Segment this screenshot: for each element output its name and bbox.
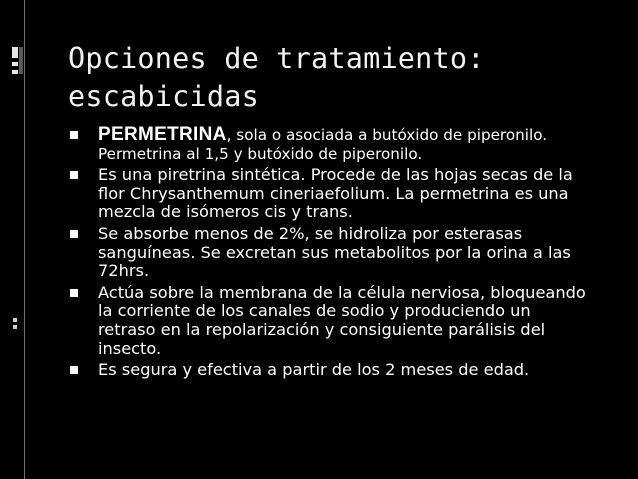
square-bullet-icon [70, 366, 78, 374]
bullet-line: Es una piretrina sintética. Procede de las hojas secas de la [98, 165, 573, 185]
bullet-line: insecto. [98, 338, 162, 358]
square-bullet-icon [70, 289, 78, 297]
square-bullet-icon [70, 230, 78, 238]
bullet-item [70, 225, 630, 281]
bullet-line: sanguíneas. Se excretan sus metabolitos por la orina a las [98, 242, 571, 262]
bullet-line: retraso en la repolarización y consiguiente parálisis del [98, 319, 546, 339]
bullet-line: Es segura y efectiva a partir de los 2 meses de edad. [98, 360, 530, 380]
bullet-item [70, 284, 630, 358]
decorative-square [13, 318, 17, 322]
slide-title [68, 40, 628, 116]
bullet-line: mezcla de isómeros cis y trans. [98, 202, 353, 222]
square-bullet-icon [70, 171, 78, 179]
bullet-line: Actúa sobre la membrana de la célula nerviosa, bloqueando [98, 282, 586, 302]
decorative-bar [19, 47, 23, 74]
bullet-item [70, 361, 630, 380]
bullet-line [98, 126, 630, 145]
bullet-list [70, 126, 630, 383]
bullet-line: 72hrs. [98, 261, 150, 281]
square-bullet-icon [70, 131, 78, 139]
bullet-line: Se absorbe menos de 2%, se hidroliza por esterasas [98, 223, 523, 243]
bullet-line: flor Chrysanthemum cineriaefolium. La permetrina es una [98, 183, 569, 203]
decorative-bar [12, 47, 18, 58]
decorative-square [13, 325, 17, 329]
title-line: escabicidas [68, 80, 259, 113]
bullet-line: la corriente de los canales de sodio y produciendo un [98, 301, 531, 321]
decorative-bar [12, 70, 18, 74]
bullet-text: , sola o asociada a butóxido de piperonilo. [226, 126, 548, 144]
bullet-item [70, 166, 630, 222]
bullet-item [70, 126, 630, 163]
left-divider-line [24, 0, 25, 479]
bullet-line: Permetrina al 1,5 y butóxido de piperonilo. [98, 144, 423, 163]
decorative-bar [12, 62, 18, 66]
title-line: Opciones de tratamiento: [68, 42, 485, 75]
drug-name: PERMETRINA [98, 124, 227, 145]
